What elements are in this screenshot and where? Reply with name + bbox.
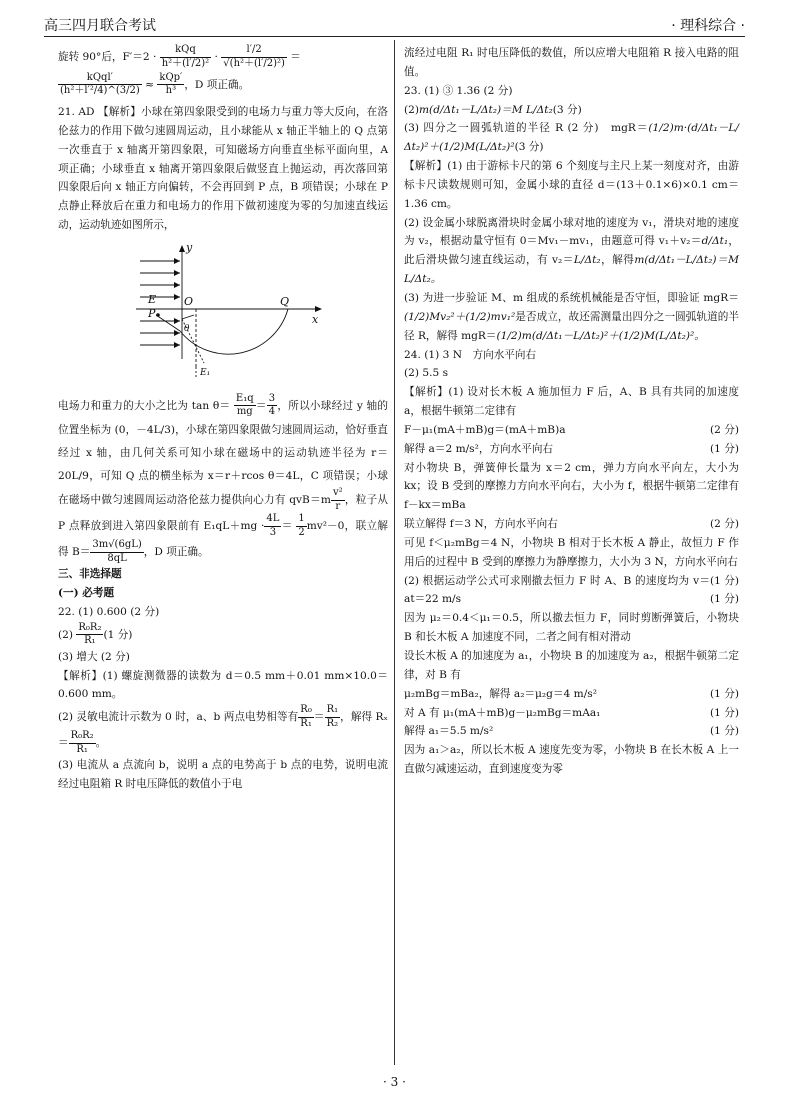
- q21-analysis-continued: 电场力和重力的大小之比为 tan θ＝ $\frac{\text{E₁q}}{mg}$ ＝ $\frac{3}{4}$ ，所以小球经过 y 轴的位置坐标为 (0，－4L/3)，小球在第四象限做匀速圆周运动，恰好垂直经过 x 轴，由几何关系可知小球在磁场中的运动轨迹半径为 r＝20L/9，可知 Q 点的横坐标为 x＝r＋rcos θ＝4L，C 项错误；小球在磁场中做匀速圆周运动洛伦兹力提供向心力有 qvB＝m $\frac{\text{v²}}{r}$ ，粒子从 P 点释放到进入第四象限前有 E₁qL＋mg · $\frac{4L}{3}$ ＝ $\frac{1}{2}$ mv²－0，联立解得 B＝ $\frac{3m√(6gL)}{8qL}$ ，D 项正确。: [58, 392, 389, 564]
- column-divider: [394, 40, 395, 1065]
- equation-row: F－μ₁(mA＋mB)g＝(mA＋mB)a (2 分): [404, 423, 739, 436]
- q22-analysis-3: (3) 电流从 a 点流向 b，说明 a 点的电势高于 b 点的电势，说明电流经过电阻箱 R 时电压降低的数值小于电: [58, 759, 388, 791]
- p-label: P: [148, 306, 156, 320]
- q24-answer-2: (2) 5.5 s: [404, 367, 449, 380]
- q24-text: 对小物块 B，弹簧伸长量为 x＝2 cm，弹力方向水平向左，大小为 kx；设 B 受到的摩擦力方向水平向右，大小为 f，根据牛顿第二定律有 f－kx＝mBa: [404, 461, 739, 512]
- e-label: E: [148, 292, 157, 306]
- q22-answer-3: (3) 增大 (2 分): [58, 650, 130, 663]
- subsection-heading: (一) 必考题: [58, 587, 115, 600]
- q20-formula-line1: 旋转 90°后，F′＝2 · $\frac{\text{kQq}}{\text{h²＋(l′/2)²}}$ · $\frac{l'/2}{\text{√(h²＋(l′/2)²)}}$ ＝: [58, 44, 301, 69]
- q20-formula-line2: $\frac{\text{kQql′}}{\text{(h²＋l′²/4)\textasciicircum{}(3/2)}}$ ≈ $\frac{\text{kQp′}}{\text{h³}}$ ，D 项正确。: [60, 71, 250, 97]
- q22-answer-1: 22. (1) 0.600 (2 分): [58, 605, 160, 618]
- fraction: $\frac{\text{kQq}}{\text{h²＋(l′/2)²}}$: [161, 44, 210, 69]
- q23-analysis-2: (2) 设金属小球脱离滑块时金属小球对地的速度为 v₁，滑块对地的速度为 v₂，根据动量守恒有 0＝Mv₁－mv₁，由题意可得 v₁＋v₂＝d/Δt₁，此后滑块做匀速直线运动，有 v₂＝L/Δt₂，解得m(d/Δt₁－L/Δt₂)＝M L/Δt₂。: [404, 216, 739, 286]
- q24-analysis-1: 【解析】(1) 设对长木板 A 施加恒力 F 后，A、B 具有共同的加速度 a，根据牛顿第二定律有: [404, 386, 739, 418]
- section-heading: 三、非选择题: [58, 568, 122, 581]
- q24-text: 因为 μ₂＝0.4＜μ₁＝0.5，所以撤去恒力 F，同时剪断弹簧后，小物块 B 和长木板 A 加速度不同，二者之间有相对滑动: [404, 612, 739, 644]
- x-label: x: [312, 312, 319, 326]
- q-label: Q: [280, 294, 290, 308]
- q24-text: 因为 a₁＞a₂，所以长木板 A 速度先变为零，小物块 B 在长木板 A 上一直做匀减速运动，直到速度变为零: [404, 744, 739, 776]
- origin-label: O: [184, 294, 194, 308]
- q23-answer-3: (3) 四分之一圆弧轨道的半径 R (2 分) mgR＝(1/2)m·(d/Δt₁－L/Δt₂)²＋(1/2)M(L/Δt₂)²(3 分): [404, 122, 739, 154]
- q21-analysis: 21. AD 【解析】小球在第四象限受到的电场力与重力等大反向，在洛伦兹力的作用下做匀速圆周运动，且小球能从 x 轴正半轴上的 Q 点第一次垂直于 x 轴离开第四象限，可知磁场方向垂直坐标平面向里，A 项正确；小球垂直 x 轴离开第四象限后做竖直上抛运动，再次落回第四象限后向 x 轴正方向偏转，不会再回到 P 点，B 项错误；小球在 P 点静止释放后在重力和电场力的作用下做初速度为零的匀加速直线运动，运动轨迹如图所示，: [58, 106, 388, 232]
- e1-label: E₁: [200, 367, 211, 378]
- fraction: $\frac{l'/2}{\text{√(h²＋(l′/2)²)}}$: [223, 44, 285, 69]
- q23-answer-1: 23. (1) ③ 1.36 (2 分): [404, 84, 513, 97]
- fraction: $\frac{\text{kQql′}}{\text{(h²＋l′²/4)\textasciicircum{}(3/2)}}$: [60, 71, 140, 97]
- q22-analysis-1: 【解析】(1) 螺旋测微器的读数为 d＝0.5 mm＋0.01 mm×10.0＝0.600 mm。: [58, 669, 388, 701]
- equation-row: 解得 a＝2 m/s²，方向水平向右 (1 分): [404, 442, 739, 455]
- exam-title: 高三四月联合考试: [44, 18, 156, 34]
- theta-label: θ: [184, 323, 190, 334]
- y-label: y: [186, 240, 193, 254]
- equation-row: 联立解得 f＝3 N，方向水平向右 (2 分): [404, 518, 739, 531]
- left-column: [58, 44, 388, 794]
- q24-text: 设长木板 A 的加速度为 a₁，小物块 B 的加速度为 a₂，根据牛顿第二定律，对 B 有: [404, 650, 739, 681]
- trajectory-diagram: [136, 239, 326, 389]
- q23-analysis-1: 【解析】(1) 由于游标卡尺的第 6 个刻度与主尺上某一刻度对齐，由游标卡尺读数规则可知，金属小球的直径 d＝(13＋0.1×6)×0.1 cm＝1.36 cm。: [404, 160, 739, 210]
- q24-answer-1: 24. (1) 3 N 方向水平向右: [404, 348, 537, 361]
- q22-answer-2: (2) $\frac{\text{R₀R₂}}{\text{R₁}}$ (1 分): [58, 621, 133, 647]
- q23-answer-2: (2)m(d/Δt₁－L/Δt₂)＝M L/Δt₂(3 分): [404, 103, 582, 116]
- equation-row: μ₂mBg＝mBa₂，解得 a₂＝μ₂g＝4 m/s² (1 分): [404, 687, 739, 700]
- right-column: [404, 44, 739, 779]
- page-header: [44, 12, 745, 37]
- q22-analysis-2: (2) 灵敏电流计示数为 0 时，a、b 两点电势相等有 $\frac{\text{R₀}}{\text{R₁}}$ ＝ $\frac{\text{R₁}}{\text{R₂}}$ ，解得 Rₓ＝ $\frac{\text{R₀R₂}}{\text{R₁}}$ 。: [58, 704, 389, 755]
- equation-row: 解得 a₁＝5.5 m/s² (1 分): [404, 725, 739, 738]
- q24-text: 可见 f＜μ₂mBg＝4 N，小物块 B 相对于长木板 A 静止，故恒力 F 作用后的过程中 B 受到的摩擦力为静摩擦力，大小为 3 N，方向水平向右 (1 分): [404, 536, 739, 587]
- q24-text: (2) 根据运动学公式可求刚撤去恒力 F 时 A、B 的速度均为 v＝at＝22 m/s (1 分): [404, 574, 739, 606]
- subject-label: · 理科综合 ·: [671, 18, 745, 34]
- q22-analysis-continued: 流经过电阻 R₁ 时电压降低的数值，所以应增大电阻箱 R 接入电路的阻值。: [404, 47, 739, 78]
- trajectory-line: [156, 315, 180, 331]
- equation-row: 对 A 有 μ₁(mA＋mB)g－μ₂mBg＝mAa₁ (1 分): [404, 706, 739, 719]
- q23-analysis-3: (3) 为进一步验证 M、m 组成的系统机械能是否守恒，即验证 mgR＝(1/2)Mv₂²＋(1/2)mv₁²是否成立，故还需测量出四分之一圆弧轨道的半径 R，解得 mgR＝(1/2)m(d/Δt₁－L/Δt₂)²＋(1/2)M(L/Δt₂)²。: [404, 291, 739, 342]
- page-number: · 3 ·: [383, 1075, 406, 1089]
- fraction: $\frac{\text{kQp′}}{\text{h³}}$: [159, 71, 183, 97]
